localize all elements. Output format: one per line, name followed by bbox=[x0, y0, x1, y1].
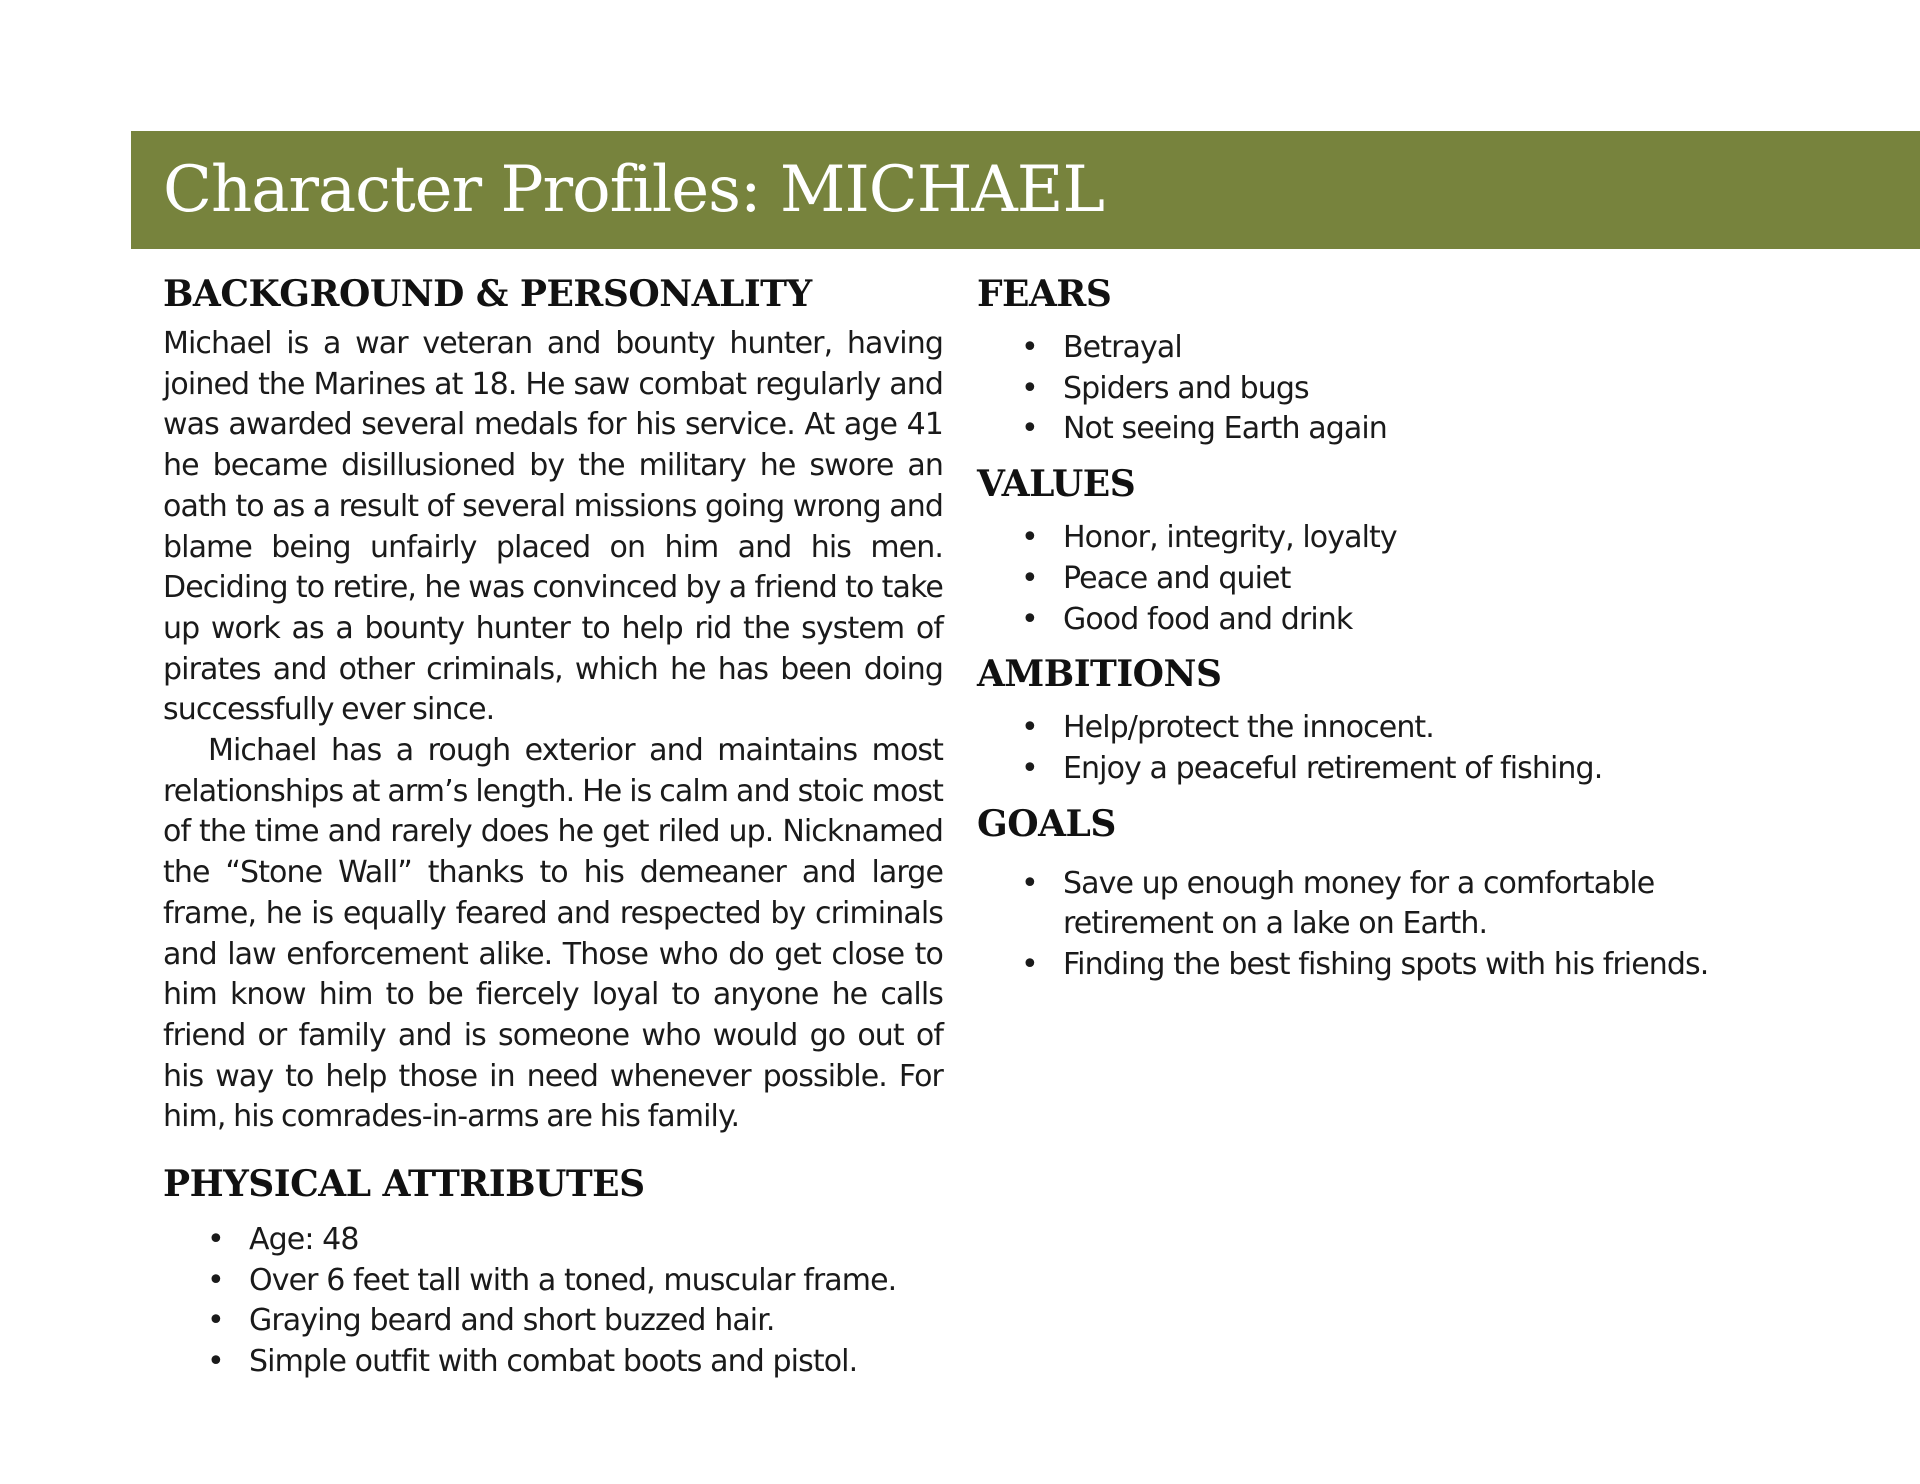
bullet-icon: • bbox=[1021, 601, 1038, 637]
background-paragraph-1: Michael is a war veteran and bounty hunter, having joined the Marines at 18. He saw combat regularly and was awarded several medals for his service. At age 41 he became disillusioned by the military he swore an oath to as a result of several missions going wrong and blame being unfairly placed on him and his men. Deciding to retire, he was convinced by a friend to take up work as a bounty hunter to help rid the system of pirates and other criminals, which he has been doing successfully ever since. bbox=[163, 326, 943, 728]
list-item-text: Finding the best fishing spots with his friends. bbox=[1063, 947, 1709, 983]
bullet-icon: • bbox=[1021, 947, 1038, 983]
fears-list bbox=[977, 328, 1877, 450]
bullet-icon: • bbox=[207, 1303, 224, 1339]
bullet-icon: • bbox=[1021, 750, 1038, 786]
list-item-text: Enjoy a peaceful retirement of fishing. bbox=[1063, 750, 1603, 786]
list-item-text: Peace and quiet bbox=[1063, 560, 1291, 596]
physical-section bbox=[163, 1160, 943, 1383]
ambitions-heading: AMBITIONS bbox=[977, 653, 1222, 696]
title-bar bbox=[131, 131, 1920, 249]
ambitions-list bbox=[977, 708, 1877, 789]
list-item bbox=[163, 1301, 943, 1342]
list-item bbox=[977, 600, 1877, 641]
fears-heading: FEARS bbox=[977, 273, 1112, 315]
list-item bbox=[977, 328, 1877, 369]
list-item bbox=[977, 559, 1877, 600]
left-column bbox=[163, 270, 943, 1383]
list-item bbox=[163, 1342, 943, 1383]
bullet-icon: • bbox=[207, 1262, 224, 1298]
list-item bbox=[977, 945, 1877, 986]
list-item bbox=[977, 369, 1877, 410]
list-item bbox=[163, 1261, 943, 1302]
list-item bbox=[977, 708, 1877, 749]
background-body bbox=[163, 324, 943, 1138]
list-item bbox=[977, 864, 1743, 945]
ambitions-section bbox=[977, 650, 1877, 789]
list-item bbox=[977, 518, 1877, 559]
goals-section bbox=[977, 800, 1877, 986]
page-title: Character Profiles: MICHAEL bbox=[163, 153, 1104, 227]
list-item bbox=[977, 409, 1877, 450]
list-item-text: Save up enough money for a comfortable retirement on a lake on Earth. bbox=[1063, 865, 1655, 942]
bullet-icon: • bbox=[1021, 710, 1038, 746]
list-item-text: Simple outfit with combat boots and pistol. bbox=[249, 1344, 858, 1380]
bullet-icon: • bbox=[207, 1344, 224, 1380]
bullet-icon: • bbox=[1021, 370, 1038, 406]
background-section bbox=[163, 270, 943, 1138]
list-item-text: Over 6 feet tall with a toned, muscular frame. bbox=[249, 1262, 897, 1298]
goals-heading: GOALS bbox=[977, 802, 1116, 845]
list-item bbox=[977, 749, 1877, 790]
goals-list bbox=[977, 864, 1877, 986]
values-section bbox=[977, 460, 1877, 640]
values-list bbox=[977, 518, 1877, 640]
right-column bbox=[977, 270, 1877, 986]
bullet-icon: • bbox=[207, 1222, 224, 1258]
bullet-icon: • bbox=[1021, 520, 1038, 556]
fears-section bbox=[977, 270, 1877, 450]
list-item-text: Not seeing Earth again bbox=[1063, 411, 1387, 447]
list-item-text: Betrayal bbox=[1063, 330, 1182, 365]
values-heading: VALUES bbox=[977, 463, 1136, 506]
list-item-text: Honor, integrity, loyalty bbox=[1063, 520, 1397, 556]
list-item bbox=[163, 1220, 943, 1261]
list-item-text: Age: 48 bbox=[249, 1222, 359, 1258]
bullet-icon: • bbox=[1021, 411, 1038, 447]
bullet-icon: • bbox=[1021, 330, 1038, 365]
background-heading: BACKGROUND & PERSONALITY bbox=[163, 273, 812, 315]
bullet-icon: • bbox=[1021, 560, 1038, 596]
list-item-text: Good food and drink bbox=[1063, 601, 1353, 637]
background-paragraph-2: Michael has a rough exterior and maintains most relationships at arm’s length. He is calm and stoic most of the time and rarely does he get riled up. Nicknamed the “Stone Wall” thanks to his demeaner and large frame, he is equally feared and respected by criminals and law enforcement alike. Those who do get close to him know him to be fiercely loyal to anyone he calls friend or family and is someone who would go out of his way to help those in need whenever possible. For him, his comrades-in-arms are his family. bbox=[163, 733, 943, 1135]
list-item-text: Graying beard and short buzzed hair. bbox=[249, 1303, 775, 1339]
list-item-text: Spiders and bugs bbox=[1063, 370, 1309, 406]
bullet-icon: • bbox=[1021, 865, 1038, 901]
physical-list bbox=[163, 1220, 943, 1383]
physical-heading: PHYSICAL ATTRIBUTES bbox=[163, 1163, 645, 1206]
list-item-text: Help/protect the innocent. bbox=[1063, 710, 1434, 746]
